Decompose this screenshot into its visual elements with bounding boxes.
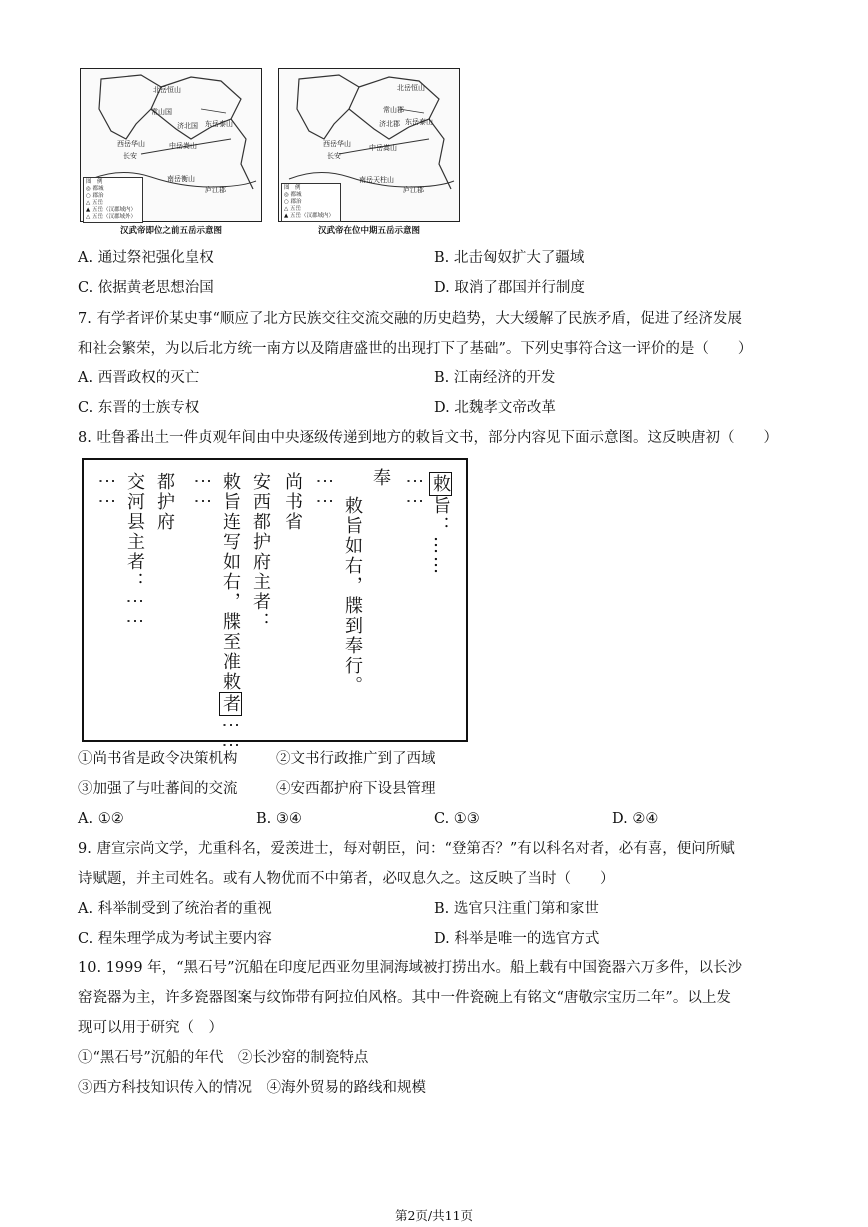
edict-boxed-char: 敕	[430, 474, 451, 494]
map-right-label: 中岳嵩山	[369, 144, 397, 152]
q10-stem: 窑瓷器为主，许多瓷器图案与纹饰带有阿拉伯风格。其中一件瓷碗上有铭文“唐敬宗宝历二年”。以上发	[78, 990, 731, 1006]
q7-option-b: B. 江南经济的开发	[434, 370, 556, 386]
q9-option-a: A. 科举制受到了统治者的重视	[78, 901, 272, 917]
edict-dots: ⋮⋮	[192, 472, 213, 512]
edict-heading: 奉	[370, 468, 391, 488]
map-right-label: 常山郡	[383, 106, 404, 114]
edict-dots: ⋮⋮	[124, 592, 145, 632]
map-left-label: 西岳华山	[117, 140, 145, 148]
q7-option-a: A. 西晋政权的灭亡	[78, 370, 200, 386]
q8-option-a: A. ①②	[78, 811, 124, 827]
q7-option-d: D. 北魏孝文帝改革	[434, 400, 556, 416]
map-right-legend	[281, 183, 341, 222]
q8-statement-1: ①尚书省是政令决策机构	[78, 751, 238, 767]
map-right-label: 长安	[327, 152, 341, 160]
edict-dots: ⋮⋮	[96, 472, 117, 512]
edict-column: 都护府	[154, 472, 175, 532]
q6-option-d: D. 取消了郡国并行制度	[434, 280, 585, 296]
q6-option-b: B. 北击匈奴扩大了疆域	[434, 250, 585, 266]
legend-entry: ○ 郡治	[86, 193, 104, 199]
map-right-label: 庐江郡	[403, 186, 424, 194]
map-left-label: 东岳泰山	[205, 120, 233, 128]
q8-stem: 8. 吐鲁番出土一件贞观年间由中央逐级传递到地方的敕旨文书，部分内容见下面示意图。这反映唐初（ ）	[78, 430, 778, 446]
map-right-label: 西岳华山	[323, 140, 351, 148]
q8-statement-4: ④安西都护府下设县管理	[276, 781, 436, 797]
map-left-label: 济北国	[177, 122, 198, 130]
map-right-label: 济北郡	[379, 120, 400, 128]
map-right	[278, 68, 460, 222]
q6-option-c: C. 依据黄老思想治国	[78, 280, 214, 296]
legend-entry: 图 例	[284, 185, 301, 191]
q6-option-a: A. 通过祭祀强化皇权	[78, 250, 214, 266]
legend-entry: 图 例	[86, 179, 103, 185]
q10-stem: 现可以用于研究（ ）	[78, 1020, 223, 1036]
map-left-label: 庐江郡	[205, 186, 226, 194]
q9-option-c: C. 程朱理学成为考试主要内容	[78, 931, 272, 947]
edict-text: 敕旨连写如右，牒至准敕	[220, 472, 241, 692]
q8-statement-3: ③加强了与吐蕃间的交流	[78, 781, 238, 797]
q8-statement-2: ②文书行政推广到了西域	[276, 751, 436, 767]
map-left-label: 中岳嵩山	[169, 142, 197, 150]
edict-column	[218, 472, 242, 756]
edict-column: 安西都护府主者：	[250, 472, 271, 632]
edict-column: 尚书省	[282, 472, 303, 532]
legend-entry: ◎ 都城	[284, 192, 302, 198]
legend-entry: ▲ 五岳（汉郡域内）	[86, 207, 136, 213]
map-right-label: 北岳恒山	[397, 84, 425, 92]
map-left-legend	[83, 177, 143, 223]
edict-dots: ⋮⋮	[404, 472, 425, 512]
legend-entry: △ 五岳（汉郡域外）	[86, 214, 136, 220]
edict-dots: ⋮⋮	[220, 716, 241, 756]
q10-statements-3-4: ③西方科技知识传入的情况 ④海外贸易的路线和规模	[78, 1080, 426, 1096]
legend-entry: ▲ 五岳（汉郡域内）	[284, 213, 334, 219]
page-number: 第2页/共11页	[394, 1208, 474, 1223]
q8-option-b: B. ③④	[256, 811, 302, 827]
q7-option-c: C. 东晋的士族专权	[78, 400, 200, 416]
map-right-caption: 汉武帝在位中期五岳示意图	[317, 226, 420, 236]
map-left-label: 北岳恒山	[153, 86, 181, 94]
edict-text: 交河县主者：	[124, 472, 145, 592]
legend-entry: △ 五岳	[284, 206, 301, 212]
q7-stem: 7. 有学者评价某史事“顺应了北方民族交往交流交融的历史趋势，大大缓解了民族矛盾，促进了经济发展	[78, 311, 742, 327]
edict-dots: ……	[430, 536, 451, 576]
q8-option-d: D. ②④	[612, 811, 659, 827]
edict-column	[122, 472, 146, 632]
q7-stem: 和社会繁荣，为以后北方统一南方以及隋唐盛世的出现打下了基础”。下列史事符合这一评价的是（ ）	[78, 341, 753, 357]
map-left	[80, 68, 262, 222]
map-left-label: 长安	[123, 152, 137, 160]
edict-text: 旨：	[430, 496, 451, 536]
map-right-label: 南岳天柱山	[359, 176, 394, 184]
q10-stem: 10. 1999 年，“黑石号”沉船在印度尼西亚勿里洞海域被打捞出水。船上载有中国瓷器六万多件，以长沙	[78, 960, 743, 976]
map-left-caption: 汉武帝即位之前五岳示意图	[119, 226, 222, 236]
edict-column	[428, 472, 452, 576]
map-left-label: 常山国	[151, 108, 172, 116]
edict-column: 敕旨如右，牒到奉行。	[342, 496, 363, 696]
map-left-label: 南岳衡山	[167, 175, 195, 183]
q9-stem: 诗赋题，并主司姓名。或有人物优而不中第者，必叹息久之。这反映了当时（ ）	[78, 871, 615, 887]
legend-entry: △ 五岳	[86, 200, 103, 206]
edict-dots: ⋮⋮	[314, 472, 335, 512]
edict-boxed-char: 者	[220, 694, 241, 714]
edict-diagram	[82, 458, 468, 756]
legend-entry: ◎ 都城	[86, 186, 104, 192]
q9-stem: 9. 唐宣宗尚文学，尤重科名，爱羡进士，每对朝臣，问：“登第否？”有以科名对者，必有喜，便问所赋	[78, 841, 735, 857]
q9-option-d: D. 科举是唯一的选官方式	[434, 931, 600, 947]
map-right-label: 东岳泰山	[405, 118, 433, 126]
legend-entry: ○ 郡治	[284, 199, 302, 205]
q9-option-b: B. 选官只注重门第和家世	[434, 901, 599, 917]
q8-option-c: C. ①③	[434, 811, 480, 827]
q10-statements-1-2: ①“黑石号”沉船的年代 ②长沙窑的制瓷特点	[78, 1050, 369, 1066]
